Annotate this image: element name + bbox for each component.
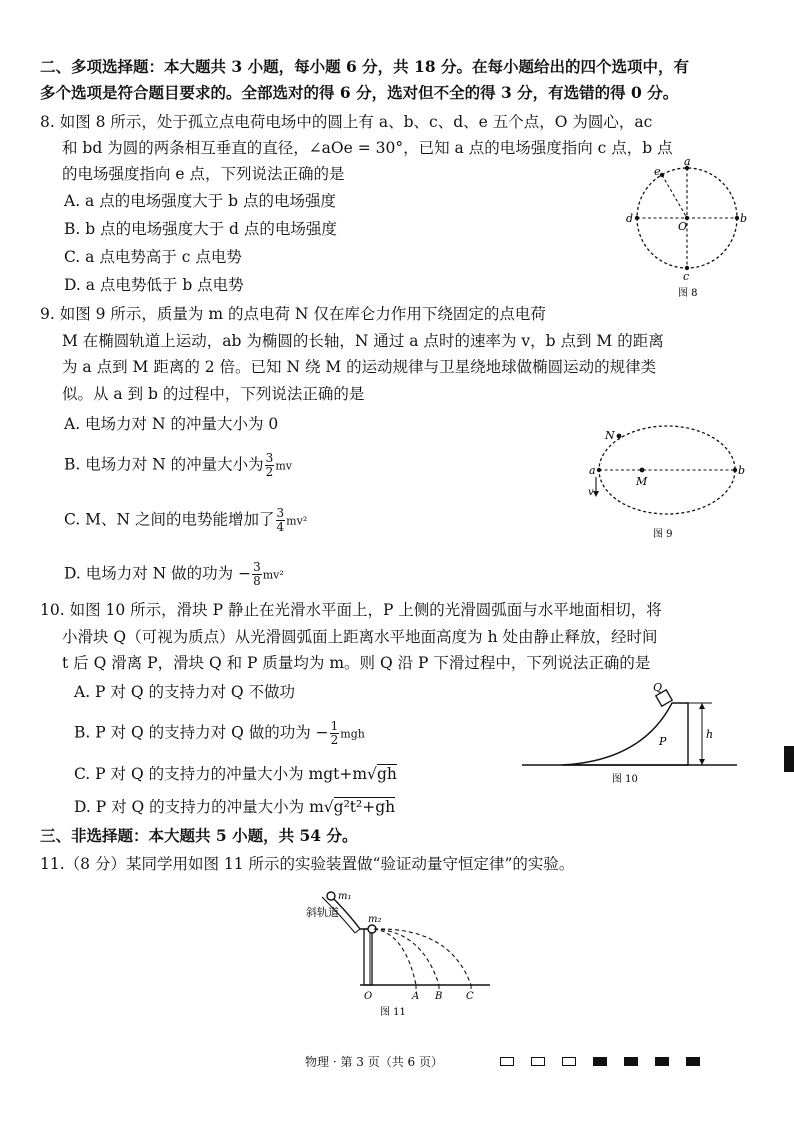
fig8-label-o: O: [678, 220, 688, 233]
fig9-label-v: v: [588, 487, 594, 498]
q8-stem-line3: 的电场强度指向 e 点，下列说法正确的是: [62, 165, 345, 183]
figure-10-caption: 图 10: [612, 774, 638, 785]
q10-option-d: D. P 对 Q 的支持力的冲量大小为 m√g²t²+gh: [74, 798, 396, 816]
q8-option-a: A. a 点的电场强度大于 b 点的电场强度: [64, 192, 336, 210]
fig8-label-b: b: [740, 212, 748, 225]
fig11-label-o: O: [364, 991, 373, 1002]
q9-stem-line4: 似。从 a 到 b 的过程中，下列说法正确的是: [62, 385, 365, 403]
fig9-label-a: a: [589, 464, 596, 477]
fig9-label-n: N: [605, 429, 615, 442]
page-footer: 物理 · 第 3 页（共 6 页）: [305, 1055, 443, 1069]
q8-option-c: C. a 点电势高于 c 点电势: [64, 248, 242, 266]
figure-9-caption: 图 9: [653, 529, 673, 540]
q8-stem-line1: 8. 如图 8 所示，处于孤立点电荷电场中的圆上有 a、b、c、d、e 五个点，O 为圆心，ac: [40, 113, 653, 131]
figure-9-ellipse-diagram: [585, 425, 755, 545]
q10-option-c: C. P 对 Q 的支持力的冲量大小为 mgt+m√gh: [74, 765, 397, 783]
figure-11-experiment-diagram: [300, 885, 500, 1020]
fig9-label-m: M: [636, 475, 648, 488]
q10-stem-line3: t 后 Q 滑离 P，滑块 Q 和 P 质量均为 m。则 Q 沿 P 下滑过程中，下列说法正确的是: [62, 654, 651, 672]
q11-stem-line1: 11.（8 分）某同学用如图 11 所示的实验装置做“验证动量守恒定律”的实验。: [40, 855, 575, 873]
q9-option-c: C. M、N 之间的电势能增加了 $\frac{3}{4}$ mv²: [64, 506, 308, 534]
q10-stem-line1: 10. 如图 10 所示，滑块 P 静止在光滑水平面上，P 上侧的光滑圆弧面与水平地面相切，将: [40, 601, 662, 619]
fig11-label-track: 斜轨道: [306, 906, 339, 919]
figure-11-caption: 图 11: [380, 1007, 406, 1018]
edge-registration-mark: [784, 746, 794, 772]
fig10-label-p: P: [659, 735, 667, 748]
q10-stem-line2: 小滑块 Q（可视为质点）从光滑圆弧面上距离水平地面高度为 h 处由静止释放，经时间: [62, 628, 658, 646]
q9-option-a: A. 电场力对 N 的冲量大小为 0: [64, 415, 279, 433]
q8-option-d: D. a 点电势低于 b 点电势: [64, 276, 244, 294]
fig9-label-b: b: [738, 464, 746, 477]
footer-mark-filled: [593, 1057, 607, 1066]
q9-option-b: B. 电场力对 N 的冲量大小为 $\frac{3}{2}$ mv: [64, 451, 292, 479]
figure-10-slider-diagram: [522, 683, 742, 788]
q8-stem-line2: 和 bd 为圆的两条相互垂直的直径，∠aOe = 30°，已知 a 点的电场强度指向 c 点，b 点: [62, 139, 673, 157]
footer-mark-filled: [655, 1057, 669, 1066]
section3-heading: 三、非选择题：本大题共 5 小题，共 54 分。: [40, 826, 358, 845]
fig8-label-e: e: [654, 165, 661, 178]
q9-option-d: D. 电场力对 N 做的功为 − $\frac{3}{8}$ mv²: [64, 560, 284, 588]
fig11-label-m1: m₁: [338, 891, 352, 902]
fig10-label-q: Q: [653, 681, 663, 694]
figure-8-circle-diagram: [620, 155, 760, 300]
footer-mark-empty: [562, 1057, 576, 1066]
q9-stem-line3: 为 a 点到 M 距离的 2 倍。已知 N 绕 M 的运动规律与卫星绕地球做椭圆运动的规律类: [62, 358, 657, 376]
fig8-label-a: a: [684, 155, 691, 168]
fig10-label-h: h: [706, 728, 714, 741]
section2-line2: 多个选项是符合题目要求的。全部选对的得 6 分，选对但不全的得 3 分，有选错的得 0 分。: [40, 83, 679, 102]
footer-mark-filled: [686, 1057, 700, 1066]
q9-stem-line2: M 在椭圆轨道上运动，ab 为椭圆的长轴，N 通过 a 点时的速率为 v，b 点到 M 的距离: [62, 332, 664, 350]
footer-mark-empty: [531, 1057, 545, 1066]
footer-mark-filled: [624, 1057, 638, 1066]
q10-option-b: B. P 对 Q 的支持力对 Q 做的功为 − $\frac{1}{2}$ mgh: [74, 719, 365, 747]
fig8-label-c: c: [683, 270, 690, 283]
fig11-label-b: B: [435, 991, 443, 1002]
fig11-label-m2: m₂: [368, 914, 382, 925]
fig11-label-c: C: [466, 991, 474, 1002]
footer-mark-empty: [500, 1057, 514, 1066]
fig11-label-a: A: [412, 991, 420, 1002]
figure-8-caption: 图 8: [678, 288, 698, 299]
section2-line1: 二、多项选择题：本大题共 3 小题，每小题 6 分，共 18 分。在每小题给出的四个选项中，有: [40, 57, 690, 76]
fig8-label-d: d: [626, 212, 634, 225]
q9-stem-line1: 9. 如图 9 所示，质量为 m 的点电荷 N 仅在库仑力作用下绕固定的点电荷: [40, 305, 546, 323]
q10-option-a: A. P 对 Q 的支持力对 Q 不做功: [74, 683, 296, 701]
q8-option-b: B. b 点的电场强度大于 d 点的电场强度: [64, 220, 337, 238]
